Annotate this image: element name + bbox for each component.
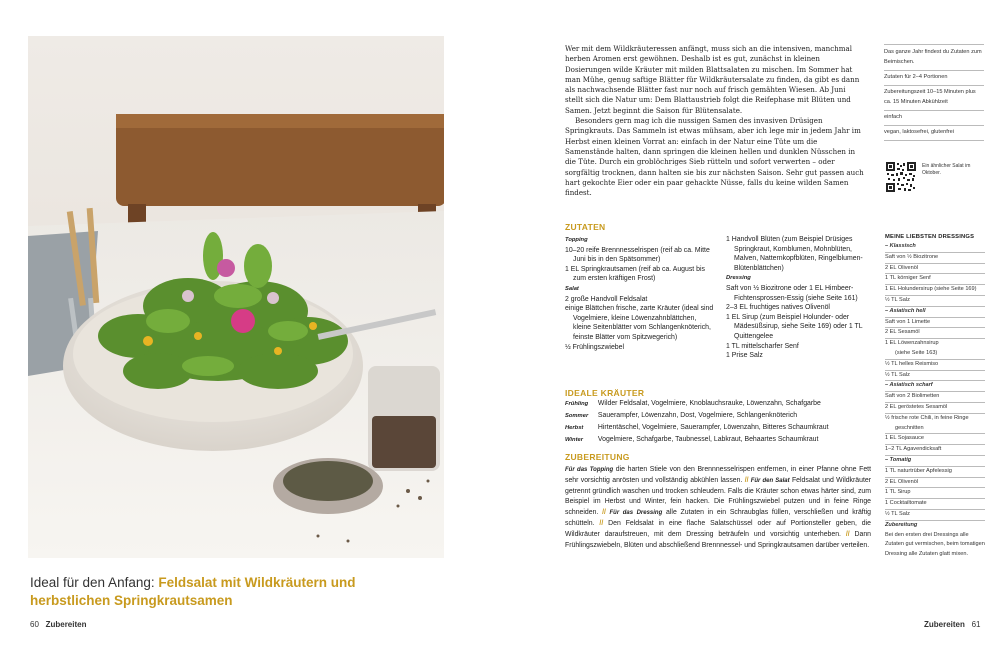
season-herbs: Hirtentäschel, Vogelmiere, Sauerampfer, Löwenzahn, Bitteres Schaumkraut: [597, 424, 829, 431]
page-number-right: 61: [971, 620, 981, 629]
dressing-variant-label: – Asiatisch scharf: [885, 381, 985, 392]
info-servings: Zutaten für 2–4 Portionen: [884, 71, 984, 86]
dressing-ingredient: ½ TL Salz: [885, 296, 985, 307]
section-label-left: Zubereiten: [45, 620, 87, 629]
preparation-section: [565, 452, 871, 551]
preparation-heading: ZUBEREITUNG: [565, 452, 630, 462]
dressing-ingredient: 2 EL Olivenöl: [885, 264, 985, 275]
herbs-row-winter: [565, 434, 875, 446]
preparation-text: [565, 465, 871, 551]
dressing-ingredient: 1 TL körniger Senf: [885, 274, 985, 285]
topping-label: Topping: [565, 237, 588, 243]
dressing-ingredient: 1–2 TL Agavendicksaft: [885, 445, 985, 456]
intro-text: [565, 44, 865, 198]
step-text: Feldsalat und Wildkräuter getrennt gründlich waschen und trocken schleudern. Falls die Kräuter schon etwas härter sind, zum Beispiel im Herbst und Winter, fein hacken. Die Frühlingszwiebel putzen und in feine Ringe schneiden.: [565, 476, 871, 517]
dressing-ingredient: Saft von 1 Limette: [885, 318, 985, 329]
step-separator: //: [744, 476, 749, 484]
step-text: alle Zutaten in ein Schraubglas füllen, verschließen und kräftig schütteln.: [565, 509, 871, 527]
ingredient-item: 1 Handvoll Blüten (zum Beispiel Drüsiges Springkraut, Kornblumen, Mohnblüten, Malven, Natternkopfblüten, Ringelblumen-Blütenblättchen): [726, 236, 863, 272]
season-herbs: Wilder Feldsalat, Vogelmiere, Knoblauchsrauke, Löwenzahn, Schafgarbe: [597, 400, 821, 407]
salad-illustration: [28, 36, 444, 558]
intro-paragraph-1: Wer mit dem Wildkräuteressen anfängt, muss sich an die intensiven, manchmal herben Aromen erst gewöhnen. Deshalb ist es gut, zunächst in kleinen Dosierungen wilde Kräuter mit milden Blattsalaten zu mischen. Im Sommer hat man Mühe, genug saftige Blätter für Wildkräutersalate zu finden, da gibt es dann als nachwachsende Blätter fast nur noch auf frisch gemähten Wiesen. Ab Juni stellt sich die Natur um: Dem Blattaustrieb folgt die Reifephase mit Blüten und Samen. Jetzt beginnt die Saison für Blütensalate.: [565, 44, 860, 115]
step-label: Für das Topping: [565, 467, 614, 473]
dressing-ingredient: Saft von 2 Biolimetten: [885, 392, 985, 403]
dressing-ingredient: Saft von ½ Biozitrone: [885, 253, 985, 264]
step-separator: //: [845, 530, 850, 538]
ingredient-item: ½ Frühlingszwiebel: [565, 343, 624, 351]
season-herbs: Sauerampfer, Löwenzahn, Dost, Vogelmiere, Schlangenknöterich: [597, 412, 798, 419]
salat-label: Salat: [565, 285, 579, 292]
salad-photo: [28, 36, 444, 558]
dressings-list: [885, 242, 985, 521]
ingredient-item: 1 TL mittelscharfer Senf: [726, 342, 799, 350]
dressings-heading: MEINE LIEBSTEN DRESSINGS: [885, 234, 975, 240]
season-label: Herbst: [565, 425, 584, 431]
dressing-label: Dressing: [726, 275, 751, 282]
ingredients-left: [565, 235, 715, 352]
dressing-ingredient: 2 EL Sesamöl: [885, 328, 985, 339]
page-number-left: 60: [30, 620, 39, 629]
step-text: Den Feldsalat in eine flache Salatschüssel oder auf Portionsteller geben, die Wildkräuter daraufstreuen, mit dem Dressing beträufeln und vorsichtig unterheben.: [565, 519, 871, 538]
qr-code-icon[interactable]: [886, 162, 916, 192]
ingredients-heading: ZUTATEN: [565, 222, 606, 232]
herbs-row-autumn: [565, 422, 875, 434]
ingredients-right: [726, 235, 866, 361]
herbs-row-summer: [565, 410, 875, 422]
dressing-variant-label: – Tomatig: [885, 456, 985, 467]
ingredient-item: 1 EL Sirup (zum Beispiel Holunder- oder Mädesüßsirup, siehe Seite 169) oder 1 TL Quittengelee: [726, 313, 863, 340]
qr-note: Ein ähnlicher Salat im Oktober.: [922, 163, 971, 176]
season-label: Winter: [565, 437, 583, 443]
step-label: Für das Dressing: [605, 510, 663, 517]
ingredient-item: einige Blättchen frische, zarte Kräuter (ideal sind Vogelmiere, kleine Löwenzahnblättchen, kleine Seitenblätter vom Schlangenknöterich, feinste Blätter vom Spitzwegerich): [565, 305, 714, 341]
dressing-ingredient: 1 EL Holundersirup (siehe Seite 169): [885, 285, 985, 296]
section-label-right: Zubereiten: [924, 620, 965, 629]
dressing-ingredient: 1 TL naturtrüber Apfelessig: [885, 467, 985, 478]
dressing-ingredient: ½ TL helles Reismiso: [885, 360, 985, 371]
dressing-ingredient: 2 EL Olivenöl: [885, 478, 985, 489]
info-difficulty: einfach: [884, 111, 984, 126]
ingredient-item: 10–20 reife Brennnesselrispen (reif ab ca. Mitte Juni bis in den Spätsommer): [565, 246, 710, 264]
folio-left: [30, 620, 86, 629]
herbs-section: [565, 388, 875, 446]
step-label: Für den Salat: [748, 477, 790, 484]
recipe-caption: [30, 574, 440, 610]
ingredient-item: 1 Prise Salz: [726, 352, 763, 360]
ingredient-item: 1 EL Springkrautsamen (reif ab ca. August bis zum ersten kräftigen Frost): [565, 265, 705, 283]
ingredient-item: Saft von ½ Biozitrone oder 1 EL Himbeer-Fichtensprossen-Essig (siehe Seite 161): [726, 284, 858, 302]
dressing-variant-label: – Asiatisch hell: [885, 307, 985, 318]
dressing-ingredient: 1 EL Löwenzahnsirup: [885, 340, 939, 347]
info-diet: vegan, laktosefrei, glutenfrei: [884, 126, 984, 141]
dressing-ingredient: 2 EL geröstetes Sesamöl: [885, 403, 985, 414]
dressing-ingredient: geschnitten: [885, 424, 985, 435]
info-season: Das ganze Jahr findest du Zutaten zum Beimischen.: [884, 44, 984, 71]
recipe-info: [884, 44, 984, 141]
dressings-sidebar: [885, 234, 985, 560]
info-time: Zubereitungszeit 10–15 Minuten plus ca. 15 Minuten Abkühlzeit: [884, 86, 984, 111]
folio-right: [924, 620, 980, 629]
season-label: Frühling: [565, 401, 589, 407]
caption-lead: Ideal für den Anfang:: [30, 575, 159, 590]
dressing-ingredient: ½ TL Salz: [885, 510, 985, 521]
season-herbs: Vogelmiere, Schafgarbe, Taubnessel, Labkraut, Behaartes Schaumkraut: [597, 436, 819, 443]
herbs-row-spring: [565, 398, 875, 410]
herbs-heading: IDEALE KRÄUTER: [565, 388, 645, 398]
step-text: die harten Stiele von den Brennnesselrispen entfernen, in einer Pfanne ohne Fett sehr vorsichtig anrösten und vollständig abkühlen lassen.: [565, 466, 871, 484]
dressing-ingredient: 1 Cocktailtomate: [885, 499, 985, 510]
step-separator: //: [602, 509, 606, 517]
season-label: Sommer: [565, 413, 589, 419]
ingredient-item: 2–3 EL fruchtiges natives Olivenöl: [726, 304, 830, 312]
dressing-ingredient: ½ frische rote Chili, in feine Ringe: [885, 414, 969, 421]
intro-paragraph-2: Besonders gern mag ich die nussigen Samen des invasiven Drüsigen Springkrauts. Das Sammeln ist etwas mühsam, aber ich lege mir in jedem Jahr im Herbst einen kleinen Vorrat an: einfach in der Natur eine Tüte um die Samenstände halten, dann springen die kleinen hellen und dunklen Nüsschen in die Tüte. Durch ein groblöchriges Sieb rütteln und sofort verwerten – oder sorgfältig trocknen, dann halten sie bis zur nächsten Saison. Sehr gut passen auch hart gekochte Eier oder ein paar gehackte Nüsse, falls du keine wilden Samen findest.: [565, 116, 864, 198]
dressings-tip: Bei den ersten drei Dressings alle Zutaten gut vermischen, beim tomatigen Dressing alle Zutaten glatt mixen.: [885, 531, 985, 558]
ingredient-item: 2 große Handvoll Feldsalat: [565, 295, 648, 303]
step-separator: //: [599, 519, 604, 527]
recipe-title-line1: Feldsalat mit Wildkräutern und: [158, 575, 356, 590]
recipe-title-line2: herbstlichen Springkrautsamen: [30, 593, 233, 608]
dressing-ingredient: 1 EL Sojasauce: [885, 434, 985, 445]
dressings-tip-label: Zubereitung: [885, 521, 918, 528]
dressing-ingredient: ½ TL Salz: [885, 371, 985, 382]
dressing-variant-label: – Klassisch: [885, 242, 985, 253]
dressing-ingredient: 1 TL Sirup: [885, 488, 985, 499]
dressing-ingredient: (siehe Seite 163): [885, 349, 985, 360]
step-text: Dann Frühlingszwiebeln, Blüten und abschließend Brennnessel- und Springkrautsamen darüber verteilen.: [565, 530, 871, 549]
